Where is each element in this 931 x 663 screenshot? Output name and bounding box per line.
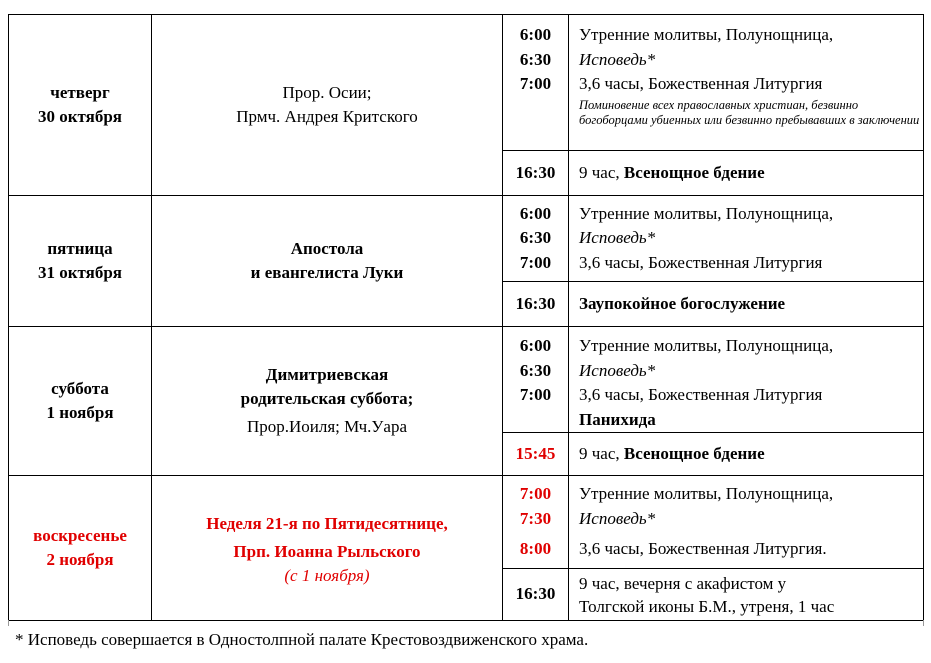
time-cell [503, 433, 569, 476]
service-line: Утренние молитвы, Полунощница, [579, 336, 834, 355]
service-time: 6:30 [519, 360, 552, 380]
service-line: 3,6 часы, Божественная Литургия [579, 385, 823, 404]
weekday: пятница [47, 239, 113, 258]
feast-cell [152, 15, 503, 196]
service-cell [569, 569, 924, 621]
memorial-service: Панихида [579, 409, 656, 429]
service-cell [569, 433, 924, 476]
service-time: 7:00 [519, 252, 552, 272]
schedule-table [8, 14, 924, 621]
service-time: 15:45 [515, 443, 556, 463]
service-text: 9 час, [579, 162, 624, 182]
service-time: 6:00 [519, 203, 552, 223]
feast-line: Прор. Осии; [282, 83, 372, 102]
date: 1 ноября [46, 403, 114, 422]
service-time: 7:30 [519, 508, 552, 528]
service-line: 9 час, вечерня с акафистом у [579, 573, 787, 593]
service-time: 6:00 [519, 25, 552, 44]
confession-footnote: * Исповедь совершается в Одностолпной палате Крестовоздвиженского храма. [15, 630, 589, 649]
service-time: 7:00 [519, 484, 552, 503]
time-cell [503, 327, 569, 433]
service-line: 3,6 часы, Божественная Литургия [579, 74, 823, 93]
day-cell [9, 196, 152, 327]
feast-line: и евангелиста Луки [250, 263, 404, 282]
service-text-bold: Всенощное бдение [623, 443, 765, 463]
service-cell [569, 15, 924, 151]
date: 2 ноября [46, 550, 114, 569]
feast-line: Неделя 21-я по Пятидесятнице, [206, 514, 448, 533]
service-line: Утренние молитвы, Полунощница, [579, 25, 834, 44]
service-line: Утренние молитвы, Полунощница, [579, 484, 834, 503]
table-row [9, 196, 924, 282]
date: 30 октября [37, 107, 123, 126]
time-cell [503, 282, 569, 327]
service-time: 16:30 [515, 584, 556, 604]
service-text: 9 час, [579, 443, 624, 463]
day-cell [9, 476, 152, 621]
service-time: 16:30 [515, 162, 556, 182]
day-cell [9, 15, 152, 196]
weekday: четверг [50, 83, 110, 102]
service-cell [569, 476, 924, 569]
service-time: 6:00 [519, 336, 552, 355]
feast-cell [152, 327, 503, 476]
service-time: 7:00 [519, 74, 552, 93]
service-cell [569, 327, 924, 433]
feast-line: Димитриевская [265, 365, 389, 384]
feast-line: Прмч. Андрея Критского [236, 107, 418, 126]
date: 31 октября [37, 263, 123, 282]
day-cell [9, 327, 152, 476]
feast-line: Прп. Иоанна Рыльского [233, 542, 421, 561]
service-time: 16:30 [515, 293, 556, 313]
time-cell [503, 476, 569, 569]
time-cell [503, 569, 569, 621]
weekday: воскресенье [33, 526, 127, 545]
time-cell [503, 15, 569, 151]
service-time: 6:30 [519, 228, 552, 248]
confession-line: Исповедь* [579, 228, 656, 248]
service-line: 3,6 часы, Божественная Литургия. [579, 539, 827, 558]
feast-cell [152, 476, 503, 621]
service-cell [569, 196, 924, 282]
table-row [9, 15, 924, 151]
table-row [9, 327, 924, 433]
feast-line: (с 1 ноября) [284, 566, 370, 585]
confession-line: Исповедь* [579, 508, 656, 528]
service-text-bold: Заупокойное богослужение [579, 293, 786, 313]
service-time: 6:30 [519, 49, 552, 69]
feast-cell [152, 196, 503, 327]
service-line: 3,6 часы, Божественная Литургия [579, 252, 823, 272]
service-cell [569, 151, 924, 196]
weekday: суббота [51, 379, 109, 398]
confession-line: Исповедь* [579, 49, 656, 69]
time-cell [503, 196, 569, 282]
table-row [9, 476, 924, 569]
corner-mark [923, 620, 924, 626]
service-line: Утренние молитвы, Полунощница, [579, 203, 834, 223]
service-text-bold: Всенощное бдение [623, 162, 765, 182]
feast-line: родительская суббота; [240, 389, 414, 408]
feast-line: Апостола [290, 239, 364, 258]
feast-line: Прор.Иоиля; Мч.Уара [246, 417, 408, 436]
service-line: Толгской иконы Б.М., утреня, 1 час [579, 596, 835, 616]
service-time: 8:00 [519, 539, 552, 558]
confession-line: Исповедь* [579, 360, 656, 380]
time-cell [503, 151, 569, 196]
commemoration-note: Поминовение всех православных христиан, безвинно богоборцами убиенных или безвинно пребывавших в заключении [579, 97, 920, 127]
service-time: 7:00 [519, 385, 552, 404]
corner-mark [8, 620, 9, 626]
service-cell [569, 282, 924, 327]
